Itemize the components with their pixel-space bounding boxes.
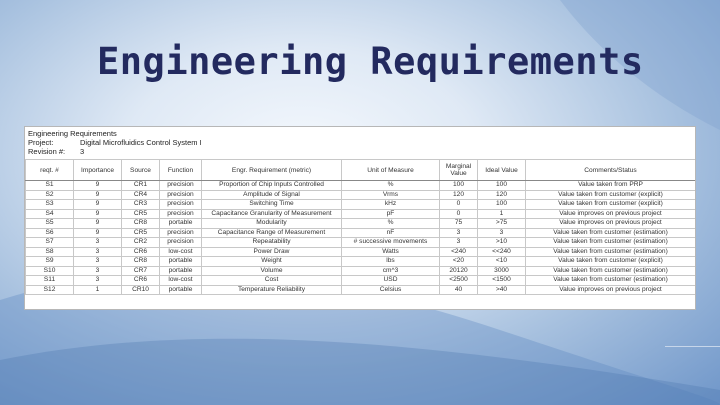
table-cell: portable: [160, 285, 202, 295]
table-row: [26, 190, 696, 200]
table-cell: Watts: [342, 247, 440, 257]
table-cell: 9: [74, 219, 122, 229]
table-cell: Value taken from customer (estimation): [526, 238, 696, 248]
table-cell: 0: [440, 209, 478, 219]
column-header: Engr. Requirement (metric): [202, 160, 342, 181]
table-cell: Value taken from customer (explicit): [526, 190, 696, 200]
column-header: Ideal Value: [478, 160, 526, 181]
table-cell: %: [342, 219, 440, 229]
table-cell: S4: [26, 209, 74, 219]
table-cell: 9: [74, 200, 122, 210]
table-cell: Repeatability: [202, 238, 342, 248]
requirements-spreadsheet: [24, 126, 696, 310]
table-cell: Weight: [202, 257, 342, 267]
table-cell: CR6: [122, 276, 160, 286]
table-cell: 3: [74, 276, 122, 286]
table-cell: CR4: [122, 190, 160, 200]
table-cell: 9: [74, 209, 122, 219]
table-cell: 3: [74, 238, 122, 248]
table-cell: Power Draw: [202, 247, 342, 257]
column-header: Comments/Status: [526, 160, 696, 181]
table-cell: Temperature Reliability: [202, 285, 342, 295]
table-cell: CR8: [122, 219, 160, 229]
table-cell: Value taken from customer (estimation): [526, 247, 696, 257]
table-row: [26, 219, 696, 229]
table-cell: CR6: [122, 247, 160, 257]
table-cell: 75: [440, 219, 478, 229]
table-cell: 9: [74, 190, 122, 200]
table-cell: <1500: [478, 276, 526, 286]
table-cell: USD: [342, 276, 440, 286]
table-cell: 20120: [440, 266, 478, 276]
table-cell: Value taken from PRP: [526, 181, 696, 191]
table-cell: pF: [342, 209, 440, 219]
table-cell: precision: [160, 209, 202, 219]
table-cell: portable: [160, 266, 202, 276]
revision-line: [28, 147, 85, 156]
column-header: Source: [122, 160, 160, 181]
table-cell: precision: [160, 228, 202, 238]
table-cell: portable: [160, 219, 202, 229]
table-cell: Switching Time: [202, 200, 342, 210]
table-cell: Vrms: [342, 190, 440, 200]
table-cell: <<240: [478, 247, 526, 257]
table-row: [26, 228, 696, 238]
column-header: Importance: [74, 160, 122, 181]
column-header: Unit of Measure: [342, 160, 440, 181]
table-cell: CR3: [122, 200, 160, 210]
table-cell: 9: [74, 228, 122, 238]
table-cell: 3: [74, 247, 122, 257]
table-cell: Value taken from customer (estimation): [526, 228, 696, 238]
table-cell: Capacitance Granularity of Measurement: [202, 209, 342, 219]
table-cell: 100: [478, 181, 526, 191]
table-cell: CR1: [122, 181, 160, 191]
slide-title: Engineering Requirements: [97, 40, 644, 83]
table-cell: # successive movements: [342, 238, 440, 248]
table-cell: Volume: [202, 266, 342, 276]
table-cell: precision: [160, 181, 202, 191]
project-label: Project:: [28, 138, 54, 147]
table-cell: Celsius: [342, 285, 440, 295]
table-cell: 120: [440, 190, 478, 200]
table-cell: <20: [440, 257, 478, 267]
table-cell: S7: [26, 238, 74, 248]
table-cell: <240: [440, 247, 478, 257]
table-cell: CR5: [122, 209, 160, 219]
table-cell: Value taken from customer (estimation): [526, 276, 696, 286]
table-cell: CR8: [122, 257, 160, 267]
table-cell: Cost: [202, 276, 342, 286]
table-cell: low-cost: [160, 247, 202, 257]
table-cell: lbs: [342, 257, 440, 267]
table-row: [26, 209, 696, 219]
table-cell: kHz: [342, 200, 440, 210]
table-cell: CR7: [122, 266, 160, 276]
table-cell: <2500: [440, 276, 478, 286]
table-cell: 40: [440, 285, 478, 295]
table-cell: CR5: [122, 228, 160, 238]
table-row: [26, 285, 696, 295]
table-cell: nF: [342, 228, 440, 238]
table-cell: >10: [478, 238, 526, 248]
table-cell: S9: [26, 257, 74, 267]
project-line: [28, 138, 202, 147]
table-cell: 3: [74, 266, 122, 276]
table-cell: Value improves on previous project: [526, 219, 696, 229]
table-cell: S11: [26, 276, 74, 286]
project-value: Digital Microfluidics Control System I: [80, 138, 202, 147]
requirements-table: [25, 159, 696, 295]
table-row: [26, 266, 696, 276]
table-cell: Value improves on previous project: [526, 209, 696, 219]
table-cell: Capacitance Range of Measurement: [202, 228, 342, 238]
sheet-heading: Engineering Requirements: [28, 129, 117, 138]
column-header: reqt. #: [26, 160, 74, 181]
table-row: [26, 238, 696, 248]
table-cell: >40: [478, 285, 526, 295]
table-cell: 0: [440, 200, 478, 210]
table-cell: Value taken from customer (explicit): [526, 200, 696, 210]
table-cell: %: [342, 181, 440, 191]
table-cell: precision: [160, 200, 202, 210]
table-cell: S8: [26, 247, 74, 257]
revision-label: Revision #:: [28, 147, 66, 156]
table-cell: 1: [74, 285, 122, 295]
table-cell: 100: [478, 200, 526, 210]
table-cell: Modularity: [202, 219, 342, 229]
table-cell: 3: [74, 257, 122, 267]
table-row: [26, 276, 696, 286]
table-cell: Value taken from customer (estimation): [526, 266, 696, 276]
table-cell: CR2: [122, 238, 160, 248]
table-cell: 100: [440, 181, 478, 191]
table-row: [26, 200, 696, 210]
table-cell: 9: [74, 181, 122, 191]
table-cell: 3: [440, 238, 478, 248]
table-cell: Value taken from customer (explicit): [526, 257, 696, 267]
table-row: [26, 181, 696, 191]
table-cell: precision: [160, 190, 202, 200]
table-cell: Value improves on previous project: [526, 285, 696, 295]
table-cell: 120: [478, 190, 526, 200]
table-cell: CR10: [122, 285, 160, 295]
column-header: Function: [160, 160, 202, 181]
table-cell: S3: [26, 200, 74, 210]
decorative-line: [665, 346, 720, 347]
table-cell: S6: [26, 228, 74, 238]
table-header-row: [26, 160, 696, 181]
column-header: Marginal Value: [440, 160, 478, 181]
table-cell: Proportion of Chip Inputs Controlled: [202, 181, 342, 191]
table-cell: S2: [26, 190, 74, 200]
table-row: [26, 247, 696, 257]
table-cell: 1: [478, 209, 526, 219]
table-cell: low-cost: [160, 276, 202, 286]
table-cell: <10: [478, 257, 526, 267]
revision-value: 3: [80, 147, 85, 156]
table-cell: portable: [160, 257, 202, 267]
table-cell: S1: [26, 181, 74, 191]
table-cell: 3000: [478, 266, 526, 276]
table-cell: precision: [160, 238, 202, 248]
table-cell: 3: [440, 228, 478, 238]
table-cell: S10: [26, 266, 74, 276]
table-cell: >75: [478, 219, 526, 229]
table-cell: Amplitude of Signal: [202, 190, 342, 200]
table-cell: 3: [478, 228, 526, 238]
table-cell: S12: [26, 285, 74, 295]
table-row: [26, 257, 696, 267]
table-cell: S5: [26, 219, 74, 229]
table-cell: cm^3: [342, 266, 440, 276]
